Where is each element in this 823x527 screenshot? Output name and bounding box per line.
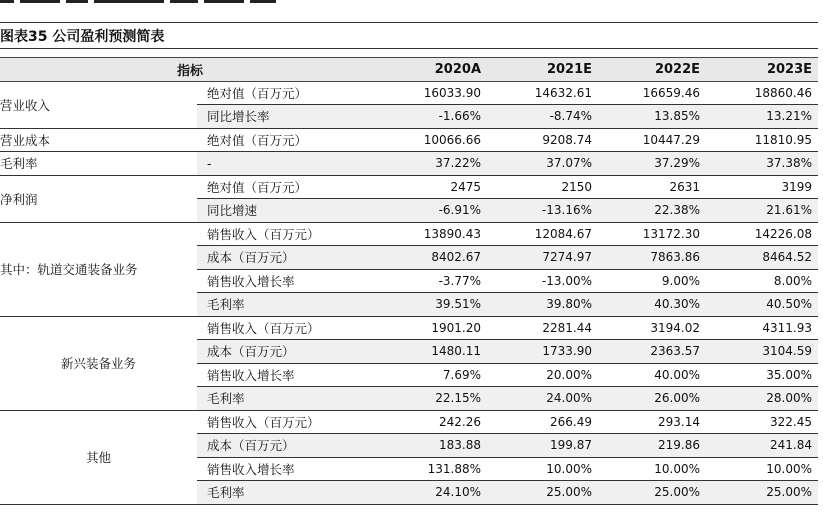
row-sub-label: 同比增速 (197, 199, 380, 223)
value-cell: 14226.08 (706, 222, 818, 246)
table-row (0, 128, 818, 152)
value-cell: 3194.02 (598, 316, 706, 340)
value-cell: 37.07% (487, 152, 598, 176)
table-body (0, 81, 818, 504)
row-group-label: 营业成本 (0, 128, 197, 152)
value-cell: 10066.66 (380, 128, 487, 152)
value-cell: 11810.95 (706, 128, 818, 152)
value-cell: 14632.61 (487, 81, 598, 105)
row-group-label: 营业收入 (0, 81, 197, 128)
value-cell: 199.87 (487, 434, 598, 458)
value-cell: 40.30% (598, 293, 706, 317)
table-row (0, 410, 818, 434)
value-cell: 8464.52 (706, 246, 818, 270)
value-cell: 7274.97 (487, 246, 598, 270)
value-cell: 13890.43 (380, 222, 487, 246)
value-cell: 1733.90 (487, 340, 598, 364)
row-sub-label: 绝对值（百万元） (197, 175, 380, 199)
value-cell: -13.00% (487, 269, 598, 293)
cropped-previous-text (0, 0, 823, 6)
value-cell: 2475 (380, 175, 487, 199)
figure-title: 图表35 公司盈利预测简表 (0, 29, 165, 45)
value-cell: 35.00% (706, 363, 818, 387)
value-cell: 10.00% (598, 457, 706, 481)
column-header-2020a: 2020A (380, 58, 487, 82)
row-sub-label: 销售收入增长率 (197, 457, 380, 481)
row-sub-label: 同比增长率 (197, 105, 380, 129)
value-cell: 10.00% (706, 457, 818, 481)
row-group-label: 新兴装备业务 (0, 316, 197, 410)
value-cell: 10447.29 (598, 128, 706, 152)
value-cell: 7.69% (380, 363, 487, 387)
value-cell: -1.66% (380, 105, 487, 129)
value-cell: 22.38% (598, 199, 706, 223)
value-cell: 10.00% (487, 457, 598, 481)
value-cell: 2150 (487, 175, 598, 199)
value-cell: 24.10% (380, 481, 487, 505)
value-cell: 40.50% (706, 293, 818, 317)
row-group-label: 毛利率 (0, 152, 197, 176)
table-row (0, 316, 818, 340)
value-cell: 322.45 (706, 410, 818, 434)
value-cell: 13.85% (598, 105, 706, 129)
value-cell: 131.88% (380, 457, 487, 481)
value-cell: -3.77% (380, 269, 487, 293)
value-cell: 25.00% (487, 481, 598, 505)
value-cell: 39.80% (487, 293, 598, 317)
value-cell: 13172.30 (598, 222, 706, 246)
table-row (0, 222, 818, 246)
figure-title-bar (0, 22, 818, 49)
column-header-2022e: 2022E (598, 58, 706, 82)
value-cell: 3104.59 (706, 340, 818, 364)
row-sub-label: 销售收入（百万元） (197, 316, 380, 340)
column-header-indicator: 指标 (0, 58, 380, 82)
value-cell: 8402.67 (380, 246, 487, 270)
value-cell: 26.00% (598, 387, 706, 411)
value-cell: 37.38% (706, 152, 818, 176)
forecast-table (0, 57, 818, 505)
value-cell: 8.00% (706, 269, 818, 293)
row-group-label: 其他 (0, 410, 197, 504)
row-sub-label: 绝对值（百万元） (197, 128, 380, 152)
value-cell: 266.49 (487, 410, 598, 434)
table-row (0, 175, 818, 199)
row-group-label: 其中：轨道交通装备业务 (0, 222, 197, 316)
value-cell: 2363.57 (598, 340, 706, 364)
value-cell: 25.00% (598, 481, 706, 505)
value-cell: 37.22% (380, 152, 487, 176)
row-sub-label: - (197, 152, 380, 176)
value-cell: 22.15% (380, 387, 487, 411)
value-cell: 3199 (706, 175, 818, 199)
value-cell: 40.00% (598, 363, 706, 387)
value-cell: 9.00% (598, 269, 706, 293)
row-sub-label: 销售收入（百万元） (197, 222, 380, 246)
row-sub-label: 毛利率 (197, 481, 380, 505)
value-cell: -13.16% (487, 199, 598, 223)
value-cell: 28.00% (706, 387, 818, 411)
table-row (0, 81, 818, 105)
column-header-2021e: 2021E (487, 58, 598, 82)
value-cell: 25.00% (706, 481, 818, 505)
value-cell: 7863.86 (598, 246, 706, 270)
value-cell: 21.61% (706, 199, 818, 223)
value-cell: -8.74% (487, 105, 598, 129)
row-sub-label: 销售收入增长率 (197, 269, 380, 293)
row-sub-label: 绝对值（百万元） (197, 81, 380, 105)
value-cell: -6.91% (380, 199, 487, 223)
row-sub-label: 成本（百万元） (197, 246, 380, 270)
value-cell: 219.86 (598, 434, 706, 458)
row-sub-label: 销售收入（百万元） (197, 410, 380, 434)
value-cell: 13.21% (706, 105, 818, 129)
row-sub-label: 销售收入增长率 (197, 363, 380, 387)
value-cell: 20.00% (487, 363, 598, 387)
value-cell: 293.14 (598, 410, 706, 434)
table-header-row (0, 58, 818, 82)
value-cell: 2281.44 (487, 316, 598, 340)
value-cell: 9208.74 (487, 128, 598, 152)
value-cell: 24.00% (487, 387, 598, 411)
value-cell: 37.29% (598, 152, 706, 176)
value-cell: 241.84 (706, 434, 818, 458)
value-cell: 1901.20 (380, 316, 487, 340)
value-cell: 242.26 (380, 410, 487, 434)
value-cell: 1480.11 (380, 340, 487, 364)
column-header-2023e: 2023E (706, 58, 818, 82)
row-sub-label: 成本（百万元） (197, 340, 380, 364)
value-cell: 16033.90 (380, 81, 487, 105)
row-sub-label: 毛利率 (197, 293, 380, 317)
value-cell: 18860.46 (706, 81, 818, 105)
row-sub-label: 毛利率 (197, 387, 380, 411)
value-cell: 39.51% (380, 293, 487, 317)
table-row (0, 152, 818, 176)
row-group-label: 净利润 (0, 175, 197, 222)
value-cell: 12084.67 (487, 222, 598, 246)
row-sub-label: 成本（百万元） (197, 434, 380, 458)
value-cell: 183.88 (380, 434, 487, 458)
value-cell: 2631 (598, 175, 706, 199)
value-cell: 4311.93 (706, 316, 818, 340)
value-cell: 16659.46 (598, 81, 706, 105)
